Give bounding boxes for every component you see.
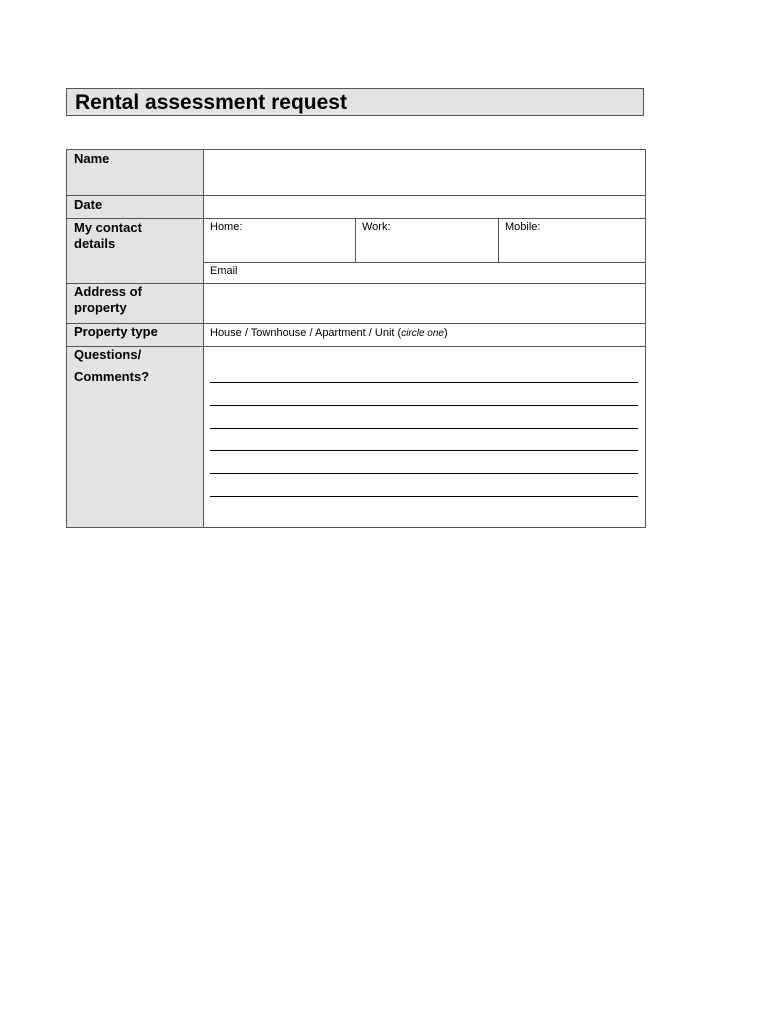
date-field[interactable] [205, 196, 645, 218]
property-type-options: House / Townhouse / Apartment / Unit (circle one) [210, 327, 448, 339]
comment-line [210, 382, 638, 383]
comment-line [210, 473, 638, 474]
property-type-label: Property type [74, 324, 158, 339]
name-field[interactable] [205, 150, 645, 195]
comments-field[interactable] [205, 347, 645, 527]
contact-label: My contact details [74, 220, 142, 251]
home-phone-field[interactable] [205, 219, 355, 262]
comments-label: Comments? [74, 369, 150, 384]
email-field[interactable] [205, 263, 645, 283]
work-phone-field[interactable] [356, 219, 498, 262]
comment-line [210, 405, 638, 406]
address-field[interactable] [205, 284, 645, 323]
comment-line [210, 496, 638, 497]
name-label: Name [74, 151, 110, 166]
rental-form [66, 149, 646, 528]
mobile-phone-field[interactable] [499, 219, 645, 262]
title-bar [66, 88, 644, 116]
page-title: Rental assessment request [75, 91, 347, 114]
address-label: Address of property [74, 284, 142, 315]
date-label: Date [74, 197, 103, 212]
comment-line [210, 428, 638, 429]
comment-line [210, 450, 638, 451]
home-label: Home: [210, 221, 243, 233]
work-label: Work: [362, 221, 391, 233]
mobile-label: Mobile: [505, 221, 541, 233]
property-type-field[interactable] [205, 324, 645, 346]
email-label: Email [210, 265, 238, 277]
questions-label: Questions/ [74, 347, 142, 362]
